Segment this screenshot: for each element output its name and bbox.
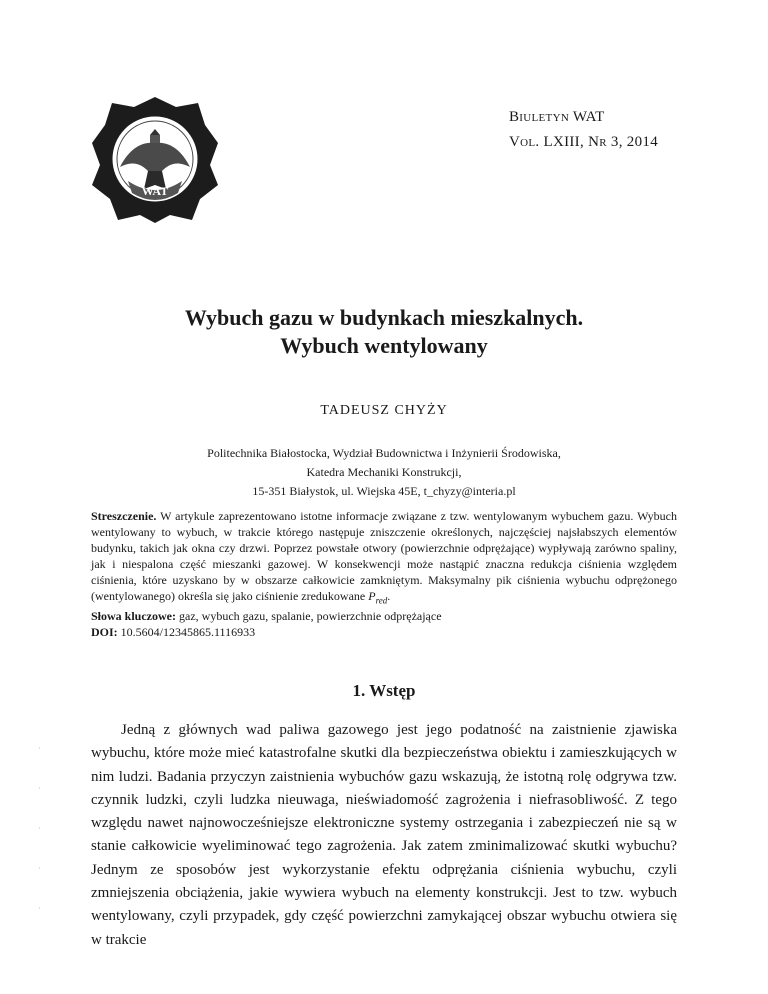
margin-marks <box>38 744 42 944</box>
margin-dot: · <box>38 864 41 873</box>
journal-info <box>509 105 658 155</box>
keywords-label: Słowa kluczowe: <box>91 609 176 624</box>
logo-text: WAT <box>141 184 169 198</box>
margin-dot: · <box>38 904 41 913</box>
abstract-end: . <box>387 589 391 603</box>
title-line-2: Wybuch wentylowany <box>280 333 488 358</box>
margin-dot: · <box>38 824 41 833</box>
abstract-block <box>91 508 677 640</box>
doi <box>91 624 677 640</box>
margin-dot: · <box>38 784 41 793</box>
margin-dot: · <box>38 744 41 753</box>
pressure-symbol-subscript: red <box>375 595 388 606</box>
keywords <box>91 608 677 624</box>
doi-label: DOI: <box>91 625 118 640</box>
article-title <box>0 304 768 360</box>
doi-text: 10.5604/12345865.1116933 <box>120 625 256 640</box>
title-line-1: Wybuch gazu w budynkach mieszkalnych. <box>184 305 584 330</box>
abstract-text: W artykule zaprezentowano istotne informacje związane z tzw. wentylowanym wybuchem gazu. Wybuch wentylowany to wybuch, w trakcie którego następuje zniszczenie określonych, najczęściej najsłabszych elementów budynku, takich jak okna czy drzwi. Poprzez powstałe otwory (powierzchnie odprężające) wypływają zarówno spaliny, jak i niespalona część mieszanki gazowej. W konsekwencji może nastąpić znaczna redukcja ciśnienia względem ciśnienia, które uzyskano by w obszarze całkowicie zamkniętym. Maksymalny pik ciśnienia wybuchu odprężonego (wentylowanego) określa się jako ciśnienie zredukowane <box>91 509 677 603</box>
wat-emblem-logo <box>90 95 220 225</box>
body-paragraph: Jedną z głównych wad paliwa gazowego jest jego podatność na zaistnienie zjawiska wybuchu, które może mieć katastrofalne skutki dla bezpieczeństwa obiektu i zamieszkujących w nim ludzi. Badania przyczyn zaistnienia wybuchów gazu wskazują, że istotną rolę odgrywa tzw. czynnik ludzki, czyli ludzka nieuwaga, nieświadomość zagrożenia i niefrasobliwość. Z tego względu nawet najnowocześniejsze elektroniczne systemy ostrzegania i zabezpieczeń nie są w stanie całkowicie wyeliminować tego zagrożenia. Jak zatem zminimalizować skutki wybuchu? Jednym ze sposobów jest wykorzystanie efektu odprężania ciśnienia wybuchu, czyli zmniejszenia obciążenia, jakie wywiera wybuch na elementy konstrukcji. Jest to tzw. wybuch wentylowany, czyli przypadek, gdy część powierzchni zamykającej obszar wybuchu otwiera się w trakcie <box>91 722 677 948</box>
journal-volume: Vol. LXIII, Nr 3, 2014 <box>509 134 658 150</box>
pressure-symbol: P <box>368 589 376 603</box>
abstract <box>91 508 677 608</box>
keywords-text: gaz, wybuch gazu, spalanie, powierzchnie odprężające <box>179 609 442 624</box>
affiliation-line-1: Politechnika Białostocka, Wydział Budownictwa i Inżynierii Środowiska, <box>207 446 561 460</box>
section-heading: 1. Wstęp <box>352 681 416 700</box>
affiliation-line-2: Katedra Mechaniki Konstrukcji, <box>306 465 462 479</box>
affiliation-line-3: 15-351 Białystok, ul. Wiejska 45E, t_chyzy@interia.pl <box>252 484 516 498</box>
journal-name: Biuletyn WAT <box>509 109 605 125</box>
author-name: TADEUSZ CHYŻY <box>320 403 448 418</box>
affiliation <box>0 444 768 501</box>
abstract-label: Streszczenie. <box>91 509 157 523</box>
